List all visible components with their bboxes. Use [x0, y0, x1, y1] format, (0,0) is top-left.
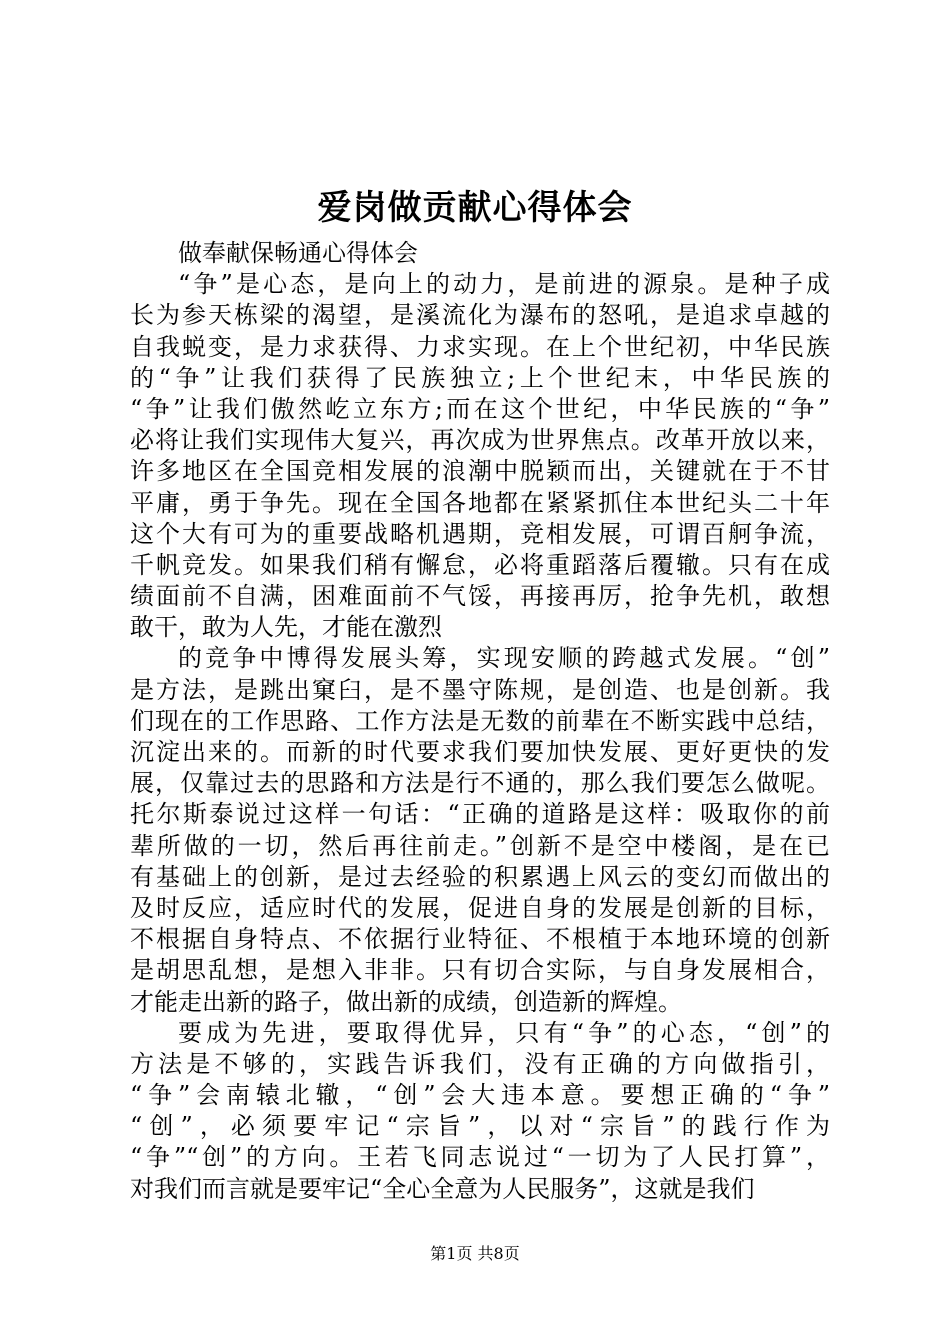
paragraph-line: 许多地区在全国竞相发展的浪潮中脱颖而出，关键就在于不甘	[130, 457, 830, 486]
paragraph-line: 对我们而言就是要牢记“全心全意为人民服务”，这就是我们	[130, 1174, 755, 1203]
document-subtitle: 做奉献保畅通心得体会	[178, 239, 418, 267]
paragraph-line: “创”，必须要牢记“宗旨”，以对“宗旨”的践行作为	[130, 1112, 830, 1141]
paragraph-line: 绩面前不自满，困难面前不气馁，再接再厉，抢争先机，敢想	[130, 582, 830, 611]
paragraph-line: 敢干，敢为人先，才能在激烈	[130, 613, 442, 642]
paragraph-line: 要成为先进，要取得优异，只有“争”的心态，“创”的	[178, 1018, 830, 1047]
paragraph-line: 长为参天栋梁的渴望，是溪流化为瀑布的怒吼，是追求卓越的	[130, 301, 830, 330]
paragraph-line: “争”会南辕北辙，“创”会大违本意。要想正确的“争”	[130, 1081, 830, 1110]
paragraph-line: 及时反应，适应时代的发展，促进自身的发展是创新的目标，	[130, 893, 830, 922]
paragraph-line: 是胡思乱想，是想入非非。只有切合实际，与自身发展相合，	[130, 956, 830, 985]
paragraph-line: 是方法，是跳出窠臼，是不墨守陈规，是创造、也是创新。我	[130, 675, 830, 704]
paragraph-line: 不根据自身特点、不依据行业特征、不根植于本地环境的创新	[130, 925, 830, 954]
paragraph-line: 托尔斯泰说过这样一句话：“正确的道路是这样：吸取你的前	[130, 800, 830, 829]
document-title: 爱岗做贡献心得体会	[317, 188, 633, 228]
paragraph-line: 才能走出新的路子，做出新的成绩，创造新的辉煌。	[130, 987, 682, 1016]
paragraph-line: “争”“创”的方向。王若飞同志说过“一切为了人民打算”，	[130, 1143, 830, 1172]
paragraph-line: 千帆竞发。如果我们稍有懈怠，必将重蹈落后覆辙。只有在成	[130, 550, 830, 579]
document-body	[130, 238, 830, 1205]
paragraph-line: 展，仅靠过去的思路和方法是行不通的，那么我们要怎么做呢。	[130, 769, 830, 798]
page-number: 第1页 共8页	[430, 1244, 520, 1263]
paragraph-line: “争”让我们傲然屹立东方;而在这个世纪，中华民族的“争”	[130, 394, 830, 423]
paragraph-line: 平庸，勇于争先。现在全国各地都在紧紧抓住本世纪头二十年	[130, 488, 830, 517]
paragraph-line: 辈所做的一切，然后再往前走。”创新不是空中楼阁，是在已	[130, 831, 830, 860]
paragraph-line: 这个大有可为的重要战略机遇期，竞相发展，可谓百舸争流，	[130, 519, 830, 548]
paragraph-line: 有基础上的创新，是过去经验的积累遇上风云的变幻而做出的	[130, 862, 830, 891]
paragraph-line: “争”是心态，是向上的动力，是前进的源泉。是种子成	[178, 270, 830, 299]
paragraph-line: 们现在的工作思路、工作方法是无数的前辈在不断实践中总结，	[130, 706, 830, 735]
paragraph-line: 的竞争中博得发展头筹，实现安顺的跨越式发展。“创”	[178, 644, 830, 673]
paragraph-line: 沉淀出来的。而新的时代要求我们要加快发展、更好更快的发	[130, 738, 830, 766]
paragraph-line: 方法是不够的，实践告诉我们，没有正确的方向做指引，	[130, 1049, 830, 1078]
paragraph-line: 必将让我们实现伟大复兴，再次成为世界焦点。改革开放以来，	[130, 426, 830, 455]
paragraph-line: 的“争”让我们获得了民族独立;上个世纪末，中华民族的	[130, 363, 830, 392]
paragraph-line: 自我蜕变，是力求获得、力求实现。在上个世纪初，中华民族	[130, 332, 830, 361]
